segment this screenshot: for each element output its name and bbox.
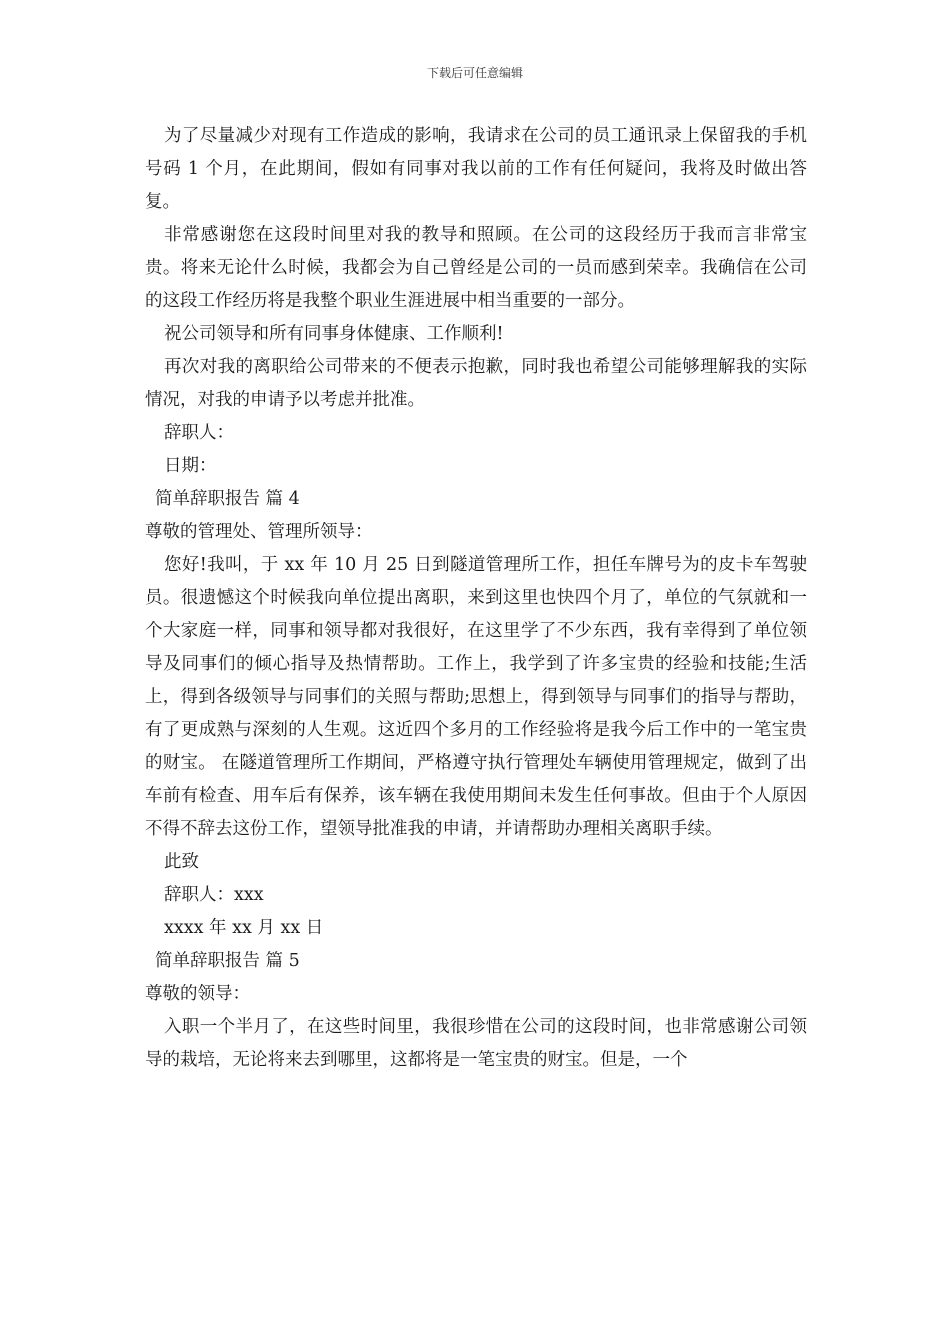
paragraph: 非常感谢您在这段时间里对我的教导和照顾。在公司的这段经历于我而言非常宝贵。将来无论什么时候，我都会为自己曾经是公司的一员而感到荣幸。我确信在公司的这段工作经历将是我整个职业生涯进展中相当重要的一部分。	[145, 225, 807, 311]
paragraph: 再次对我的离职给公司带来的不便表示抱歉，同时我也希望公司能够理解我的实际情况，对我的申请予以考虑并批准。	[145, 357, 807, 410]
paragraph: 祝公司领导和所有同事身体健康、工作顺利!	[164, 324, 504, 344]
paragraph: 您好!我叫，于 xx 年 10 月 25 日到隧道管理所工作，担任车牌号为的皮卡车驾驶员。很遗憾这个时候我向单位提出离职，来到这里也快四个月了，单位的气氛就和一个大家庭一样，同事和领导都对我很好，在这里学了不少东西，我有幸得到了单位领导及同事们的倾心指导及热情帮助。工作上，我学到了许多宝贵的经验和技能;生活上，得到各级领导与同事们的关照与帮助;思想上，得到领导与同事们的指导与帮助，有了更成熟与深刻的人生观。这近四个多月的工作经验将是我今后工作中的一笔宝贵的财宝。 在隧道管理所工作期间，严格遵守执行管理处车辆使用管理规定，做到了出车前有检查、用车后有保养，该车辆在我使用期间未发生任何事故。但由于个人原因不得不辞去这份工作，望领导批准我的申请，并请帮助办理相关离职手续。	[145, 555, 807, 839]
date-label: xxxx 年 xx 月 xx 日	[164, 918, 324, 938]
section-heading: 简单辞职报告 篇 5	[155, 951, 300, 971]
section-heading: 简单辞职报告 篇 4	[155, 489, 300, 509]
paragraph: 入职一个半月了，在这些时间里，我很珍惜在公司的这段时间，也非常感谢公司领导的栽培，无论将来去到哪里，这都将是一笔宝贵的财宝。但是，一个	[145, 1017, 807, 1070]
signature-label: 辞职人：	[164, 423, 234, 443]
salutation: 尊敬的管理处、管理所领导：	[145, 522, 373, 542]
salutation: 尊敬的领导：	[145, 984, 250, 1004]
signature-label: 辞职人：xxx	[164, 885, 264, 905]
closing: 此致	[164, 852, 199, 872]
page-header: 下载后可任意编辑	[426, 66, 523, 80]
paragraph: 为了尽量减少对现有工作造成的影响，我请求在公司的员工通讯录上保留我的手机号码 1 个月，在此期间，假如有同事对我以前的工作有任何疑问，我将及时做出答复。	[145, 126, 807, 212]
date-label: 日期：	[164, 456, 217, 476]
document-body	[145, 120, 807, 1077]
